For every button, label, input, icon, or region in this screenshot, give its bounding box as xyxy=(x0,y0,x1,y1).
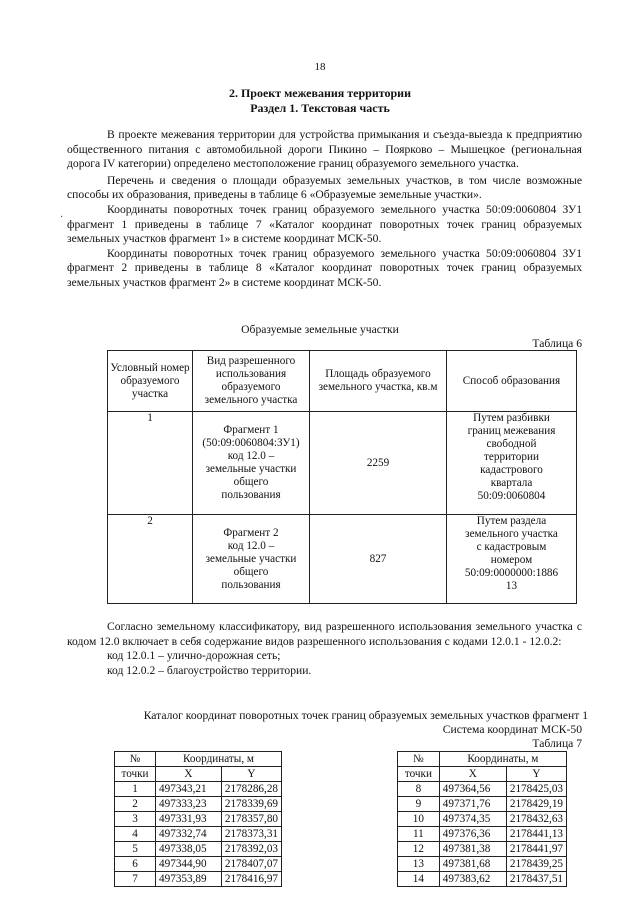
intro-text xyxy=(67,128,582,291)
table-header-cell: № xyxy=(115,752,156,767)
table-header-cell: Y xyxy=(221,767,281,782)
table-header-row xyxy=(398,767,567,782)
paragraph: Координаты поворотных точек границ образуемого земельного участка 50:09:0060804 ЗУ1 фрагмент 1 приведены в таблице 7 «Каталог координат поворотных точек границ образуемых земельных участков фрагмент 1» в системе координат МСК-50. xyxy=(67,202,582,246)
table-header-cell: Координаты, м xyxy=(156,752,282,767)
table-row: 10 497374,35 2178432,63 xyxy=(398,812,567,827)
table-row: 12 497381,38 2178441,97 xyxy=(398,842,567,857)
table-row: 1 497343,21 2178286,28 xyxy=(115,782,282,797)
margin-mark: · xyxy=(60,212,64,223)
table-cell: Путем раздела земельного участка с кадастровым номером 50:09:0000000:1886 13 xyxy=(447,515,577,604)
table-header-cell: № xyxy=(398,752,440,767)
paragraph: Перечень и сведения о площади образуемых земельных участков, в том числе возможные способы их образования, приведены в таблице 6 «Образуемые земельные участки». xyxy=(67,173,582,202)
table-row: 6 497344,90 2178407,07 xyxy=(115,857,282,872)
section-heading: 2. Проект межевания территории xyxy=(228,86,412,100)
table-header-row xyxy=(115,767,282,782)
table-header-cell: точки xyxy=(398,767,440,782)
table-header-row xyxy=(398,752,567,767)
paragraph: В проекте межевания территории для устройства примыкания и съезда-выезда к предприятию общественного питания с автомобильной дороги Пикино – Поярково – Мышецкое (региональная дорога IV категории) определено местоположение границ образуемого земельного участка. xyxy=(67,128,582,171)
table-row xyxy=(108,412,577,515)
paragraph: Координаты поворотных точек границ образуемого земельного участка 50:09:0060804 ЗУ1 фрагмент 2 приведены в таблице 8 «Каталог координат поворотных точек границ образуемых земельных участков фрагмент 2» в системе координат МСК-50. xyxy=(67,246,582,289)
table-header-cell: X xyxy=(439,767,506,782)
table-cell: 2 xyxy=(108,515,193,604)
table-header-cell: Способ образования xyxy=(447,351,577,412)
table-row: 3 497331,93 2178357,80 xyxy=(115,812,282,827)
table-cell: Путем разбивки границ межевания свободной территории кадастрового квартала 50:09:0060804 xyxy=(447,412,577,515)
table-cell: 1 xyxy=(108,412,193,515)
table-cell: 2259 xyxy=(310,412,447,515)
table-header-cell: X xyxy=(156,767,222,782)
table-header-row xyxy=(115,752,282,767)
code-item: код 12.0.1 – улично-дорожная сеть; xyxy=(107,649,281,663)
table7-right xyxy=(397,751,567,887)
table-row: 7 497353,89 2178416,97 xyxy=(115,872,282,887)
table6-label: Таблица 6 xyxy=(532,337,582,350)
subsection-heading: Раздел 1. Текстовая часть xyxy=(250,101,390,115)
table-row: 13 497381,68 2178439,25 xyxy=(398,857,567,872)
table-row: 11 497376,36 2178441,13 xyxy=(398,827,567,842)
table7-label: Таблица 7 xyxy=(532,737,582,750)
table-header-cell: Площадь образуемого земельного участка, кв.м xyxy=(310,351,447,412)
page-number: 18 xyxy=(314,61,326,73)
paragraph: Согласно земельному классификатору, вид разрешенного использования земельного участка с кодом 12.0 включает в себя содержание видов разрешенного использования с кодами 12.0.1 - 12.0.2: xyxy=(67,620,582,648)
table7-left xyxy=(114,751,282,887)
classifier-text xyxy=(67,620,582,678)
table7-system: Система координат МСК-50 xyxy=(442,723,582,736)
table-header-row xyxy=(108,351,577,412)
table-header-cell: Y xyxy=(506,767,566,782)
table7-caption: Каталог координат поворотных точек границ образуемых земельных участков фрагмент 1 xyxy=(143,709,588,722)
table-header-cell: точки xyxy=(115,767,156,782)
code-item: код 12.0.2 – благоустройство территории. xyxy=(107,663,312,677)
table6 xyxy=(107,350,577,604)
table-row: 9 497371,76 2178429,19 xyxy=(398,797,567,812)
table-row: 2 497333,23 2178339,69 xyxy=(115,797,282,812)
table-cell: Фрагмент 1 (50:09:0060804:ЗУ1) код 12.0 – земельные участки общего пользования xyxy=(193,412,310,515)
table-cell: 827 xyxy=(310,515,447,604)
table-cell: Фрагмент 2 код 12.0 – земельные участки общего пользования xyxy=(193,515,310,604)
table-row: 5 497338,05 2178392,03 xyxy=(115,842,282,857)
table6-caption: Образуемые земельные участки xyxy=(241,323,399,336)
table-row: 14 497383,62 2178437,51 xyxy=(398,872,567,887)
table-header-cell: Вид разрешенного использования образуемого земельного участка xyxy=(193,351,310,412)
table-row: 4 497332,74 2178373,31 xyxy=(115,827,282,842)
table-row xyxy=(108,515,577,604)
table-header-cell: Координаты, м xyxy=(439,752,566,767)
table-row: 8 497364,56 2178425,03 xyxy=(398,782,567,797)
table-header-cell: Условный номер образуемого участка xyxy=(108,351,193,412)
